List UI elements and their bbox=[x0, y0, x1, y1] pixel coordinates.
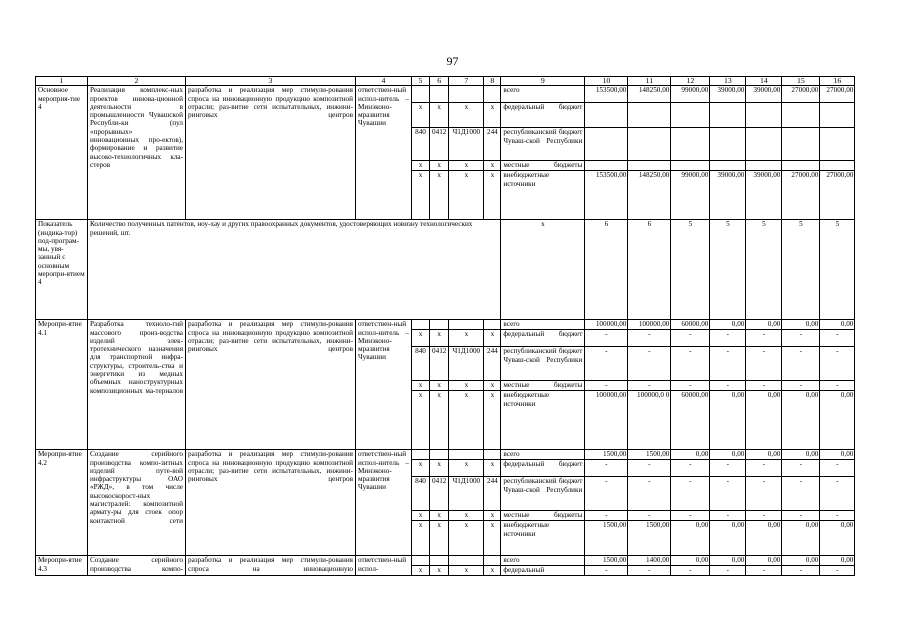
event-tasks: разработка и реализация мер стимули-рования спроса на инновационную продукцию композитной отрасли; раз-витие сети испытательных, инжини-ринговых центров bbox=[186, 86, 356, 220]
funding-value: 1500,00 bbox=[585, 556, 628, 566]
funding-source: республиканский бюджет Чуваш-ской Республики bbox=[501, 477, 585, 511]
funding-value: 0,00 bbox=[671, 556, 710, 566]
funding-value: - bbox=[820, 566, 855, 576]
indicator-value: 5 bbox=[710, 220, 746, 320]
funding-source: внебюджетные источники bbox=[501, 391, 585, 450]
funding-value: 0,00 bbox=[782, 391, 820, 450]
funding-source: федеральный bbox=[501, 566, 585, 576]
funding-value: 27000,00 bbox=[782, 171, 820, 220]
funding-source: всего bbox=[501, 556, 585, 566]
header-row bbox=[36, 77, 855, 86]
funding-value: 0,00 bbox=[710, 391, 746, 450]
funding-value bbox=[628, 103, 671, 128]
funding-value: - bbox=[820, 330, 855, 347]
budget-code: 244 bbox=[484, 347, 501, 381]
budget-code: x bbox=[484, 330, 501, 347]
funding-value bbox=[820, 161, 855, 171]
indicator-row bbox=[36, 220, 855, 320]
budget-table bbox=[35, 76, 855, 576]
budget-code: x bbox=[430, 103, 449, 128]
budget-code: 244 bbox=[484, 128, 501, 161]
funding-value: 99000,00 bbox=[671, 86, 710, 103]
header-cell: 3 bbox=[186, 77, 356, 86]
budget-code: x bbox=[449, 521, 484, 556]
funding-value bbox=[820, 128, 855, 161]
funding-value: 0,00 bbox=[820, 450, 855, 460]
funding-value: 1500,00 bbox=[628, 521, 671, 556]
funding-value: - bbox=[746, 477, 782, 511]
responsible-executor: ответствен-ный испол-нитель – Минэконо-мразвития Чувашии bbox=[356, 450, 412, 556]
funding-value: 100000,00 bbox=[585, 320, 628, 330]
funding-value: - bbox=[710, 460, 746, 477]
funding-value: - bbox=[782, 347, 820, 381]
budget-code: x bbox=[449, 381, 484, 391]
funding-value: 60000,00 bbox=[671, 391, 710, 450]
funding-value: - bbox=[671, 477, 710, 511]
funding-value: 0,00 bbox=[710, 450, 746, 460]
funding-source: местные бюджеты bbox=[501, 511, 585, 521]
event-tasks: разработка и реализация мер стимули-рования спроса на инновационную продукцию композитной отрасли; раз-витие сети испытательных, инжини-ринговых центров bbox=[186, 320, 356, 450]
budget-code: x bbox=[430, 566, 449, 576]
funding-value: - bbox=[782, 477, 820, 511]
event-title: Создание серийного производства компо-зитных изделий путе-вой инфраструктуры ОАО «РЖД», в том числе высокоскорост-ных магистралей: композитной армату-ры для стоек опор контактной сети bbox=[88, 450, 186, 556]
funding-value: 0,00 bbox=[746, 521, 782, 556]
funding-value: - bbox=[746, 566, 782, 576]
funding-value: 1500,00 bbox=[585, 450, 628, 460]
indicator-value: 5 bbox=[820, 220, 855, 320]
funding-value: - bbox=[710, 347, 746, 381]
funding-value: - bbox=[710, 381, 746, 391]
event-code: Основное мероприя-тие 4 bbox=[36, 86, 88, 220]
budget-code: x bbox=[430, 161, 449, 171]
header-cell: 7 bbox=[449, 77, 484, 86]
budget-code: 244 bbox=[484, 477, 501, 511]
funding-value: - bbox=[585, 511, 628, 521]
budget-code: x bbox=[412, 330, 430, 347]
funding-value: 0,00 bbox=[782, 450, 820, 460]
budget-code bbox=[412, 320, 430, 330]
funding-value bbox=[710, 103, 746, 128]
funding-value: - bbox=[671, 381, 710, 391]
funding-value: 60000,00 bbox=[671, 320, 710, 330]
funding-value: 39000,00 bbox=[710, 86, 746, 103]
funding-value: - bbox=[585, 381, 628, 391]
funding-value: 0,00 bbox=[746, 556, 782, 566]
funding-source: внебюджетные источники bbox=[501, 521, 585, 556]
table-row bbox=[36, 320, 855, 330]
header-cell: 6 bbox=[430, 77, 449, 86]
funding-value: 0,00 bbox=[782, 521, 820, 556]
header-cell: 8 bbox=[484, 77, 501, 86]
funding-value: 0,00 bbox=[671, 521, 710, 556]
event-code: Меропри-ятие 4.2 bbox=[36, 450, 88, 556]
funding-value: - bbox=[820, 511, 855, 521]
funding-value: - bbox=[585, 566, 628, 576]
funding-value: - bbox=[782, 511, 820, 521]
funding-source: федеральный бюджет bbox=[501, 460, 585, 477]
funding-value: - bbox=[628, 477, 671, 511]
funding-value: 0,00 bbox=[782, 556, 820, 566]
funding-value: - bbox=[746, 330, 782, 347]
header-cell: 16 bbox=[820, 77, 855, 86]
funding-value: - bbox=[710, 330, 746, 347]
funding-value: - bbox=[782, 460, 820, 477]
funding-value: 100000,00 bbox=[628, 320, 671, 330]
funding-value: - bbox=[671, 566, 710, 576]
funding-source: федеральный бюджет bbox=[501, 103, 585, 128]
funding-value: 0,00 bbox=[820, 556, 855, 566]
funding-value: 100000,0 0 bbox=[628, 391, 671, 450]
budget-code: x bbox=[449, 171, 484, 220]
funding-value bbox=[671, 128, 710, 161]
funding-value: 99000,00 bbox=[671, 171, 710, 220]
funding-value: - bbox=[782, 381, 820, 391]
budget-code: 0412 bbox=[430, 347, 449, 381]
funding-value: 1500,00 bbox=[628, 450, 671, 460]
header-cell: 1 bbox=[36, 77, 88, 86]
funding-value bbox=[710, 128, 746, 161]
funding-value: - bbox=[628, 381, 671, 391]
budget-code: Ч1Д1000 bbox=[449, 128, 484, 161]
budget-code: x bbox=[430, 460, 449, 477]
indicator-value: 5 bbox=[671, 220, 710, 320]
funding-value: 0,00 bbox=[746, 320, 782, 330]
funding-value bbox=[782, 128, 820, 161]
funding-value: 153500,00 bbox=[585, 86, 628, 103]
funding-value: - bbox=[585, 460, 628, 477]
budget-code: x bbox=[484, 511, 501, 521]
funding-value: - bbox=[628, 511, 671, 521]
funding-value: - bbox=[628, 330, 671, 347]
budget-code: x bbox=[412, 460, 430, 477]
budget-code: x bbox=[430, 330, 449, 347]
budget-code bbox=[430, 320, 449, 330]
funding-value: 0,00 bbox=[746, 450, 782, 460]
funding-value: - bbox=[782, 566, 820, 576]
budget-code: 840 bbox=[412, 347, 430, 381]
budget-code: x bbox=[412, 171, 430, 220]
header-cell: 11 bbox=[628, 77, 671, 86]
budget-code: x bbox=[484, 381, 501, 391]
funding-value: 100000,00 bbox=[585, 391, 628, 450]
funding-value: 0,00 bbox=[782, 320, 820, 330]
funding-value bbox=[710, 161, 746, 171]
funding-value: - bbox=[710, 511, 746, 521]
funding-value bbox=[820, 103, 855, 128]
funding-value bbox=[746, 128, 782, 161]
funding-value: 0,00 bbox=[710, 521, 746, 556]
funding-value: 148250,00 bbox=[628, 171, 671, 220]
budget-code bbox=[430, 86, 449, 103]
funding-value: 0,00 bbox=[710, 556, 746, 566]
header-cell: 10 bbox=[585, 77, 628, 86]
budget-code: x bbox=[449, 161, 484, 171]
funding-value bbox=[782, 161, 820, 171]
budget-code bbox=[484, 320, 501, 330]
funding-value: 27000,00 bbox=[820, 86, 855, 103]
budget-code: x bbox=[449, 330, 484, 347]
responsible-executor: ответствен-ный испол-нитель – Минэконо-мразвития Чувашии bbox=[356, 86, 412, 220]
funding-source: местные бюджеты bbox=[501, 381, 585, 391]
funding-value: - bbox=[671, 460, 710, 477]
budget-code bbox=[412, 450, 430, 460]
indicator-value: 5 bbox=[746, 220, 782, 320]
budget-code: 0412 bbox=[430, 128, 449, 161]
funding-source: всего bbox=[501, 86, 585, 103]
indicator-code: x bbox=[501, 220, 585, 320]
event-title: Реализация комплекс-ных проектов иннова-ционной деятельности в промышленности Чувашской Республи-ки (пул «прорывных» инновационных про-ектов), формирование и развитие высоко-технологичных кла-стеров bbox=[88, 86, 186, 220]
header-cell: 2 bbox=[88, 77, 186, 86]
header-cell: 14 bbox=[746, 77, 782, 86]
funding-value: 1500,00 bbox=[585, 521, 628, 556]
header-cell: 9 bbox=[501, 77, 585, 86]
funding-value bbox=[671, 161, 710, 171]
funding-value: - bbox=[782, 330, 820, 347]
funding-value: - bbox=[628, 347, 671, 381]
funding-value: - bbox=[628, 460, 671, 477]
budget-code: x bbox=[449, 103, 484, 128]
indicator-text: Количество полученных патентов, ноу-хау и других правоохранных документов, удостоверяющих новизну технологических решений, шт. bbox=[88, 220, 501, 320]
budget-code bbox=[412, 86, 430, 103]
budget-code: x bbox=[412, 511, 430, 521]
page-number: 97 bbox=[446, 54, 459, 68]
funding-value: - bbox=[820, 477, 855, 511]
event-tasks: разработка и реализация мер стимули-рования спроса на инновационную bbox=[186, 556, 356, 576]
funding-value: 0,00 bbox=[820, 391, 855, 450]
budget-code: x bbox=[484, 460, 501, 477]
budget-code: x bbox=[484, 103, 501, 128]
budget-code: x bbox=[430, 171, 449, 220]
event-code: Меропри-ятие 4.1 bbox=[36, 320, 88, 450]
funding-value: - bbox=[746, 381, 782, 391]
funding-value: 27000,00 bbox=[782, 86, 820, 103]
funding-value: - bbox=[671, 347, 710, 381]
table-row bbox=[36, 86, 855, 103]
funding-value: 39000,00 bbox=[746, 86, 782, 103]
funding-source: республиканский бюджет Чуваш-ской Республики bbox=[501, 128, 585, 161]
funding-value: 0,00 bbox=[820, 320, 855, 330]
budget-code: x bbox=[412, 161, 430, 171]
budget-code: x bbox=[412, 521, 430, 556]
funding-value: - bbox=[585, 330, 628, 347]
budget-code bbox=[449, 86, 484, 103]
funding-value bbox=[585, 128, 628, 161]
budget-code: 840 bbox=[412, 128, 430, 161]
funding-source: всего bbox=[501, 450, 585, 460]
budget-code: x bbox=[484, 161, 501, 171]
funding-value: - bbox=[820, 347, 855, 381]
funding-value: - bbox=[628, 566, 671, 576]
budget-code: x bbox=[430, 391, 449, 450]
funding-value: 0,00 bbox=[671, 450, 710, 460]
budget-code bbox=[412, 556, 430, 566]
responsible-executor: ответствен-ный испол- bbox=[356, 556, 412, 576]
funding-value: - bbox=[746, 511, 782, 521]
funding-value: 0,00 bbox=[820, 521, 855, 556]
table-row bbox=[36, 556, 855, 566]
funding-value: 148250,00 bbox=[628, 86, 671, 103]
event-code: Меропри-ятие 4.3 bbox=[36, 556, 88, 576]
funding-source: федеральный бюджет bbox=[501, 330, 585, 347]
budget-code bbox=[484, 556, 501, 566]
table-row bbox=[36, 450, 855, 460]
event-tasks: разработка и реализация мер стимули-рования спроса на инновационную продукцию композитной отрасли; раз-витие сети испытательных, инжини-ринговых центров bbox=[186, 450, 356, 556]
funding-value bbox=[746, 103, 782, 128]
funding-source: республиканский бюджет Чуваш-ской Республики bbox=[501, 347, 585, 381]
header-cell: 12 bbox=[671, 77, 710, 86]
funding-value: - bbox=[820, 381, 855, 391]
budget-code: x bbox=[430, 511, 449, 521]
header-cell: 4 bbox=[356, 77, 412, 86]
funding-value: 39000,00 bbox=[746, 171, 782, 220]
funding-value bbox=[671, 103, 710, 128]
header-cell: 13 bbox=[710, 77, 746, 86]
budget-code bbox=[449, 556, 484, 566]
budget-code: Ч1Д1000 bbox=[449, 477, 484, 511]
indicator-label: Показатель (индика-тор) под-програм-мы, увя-занный с основным меропри-ятием 4 bbox=[36, 220, 88, 320]
budget-code: x bbox=[484, 171, 501, 220]
budget-code bbox=[484, 450, 501, 460]
funding-value: 153500,00 bbox=[585, 171, 628, 220]
budget-code: x bbox=[412, 566, 430, 576]
budget-code: 840 bbox=[412, 477, 430, 511]
budget-code: x bbox=[484, 521, 501, 556]
budget-code: x bbox=[412, 391, 430, 450]
funding-value: - bbox=[585, 477, 628, 511]
funding-value: 0,00 bbox=[746, 391, 782, 450]
budget-code: x bbox=[484, 566, 501, 576]
budget-code bbox=[449, 450, 484, 460]
funding-value bbox=[585, 161, 628, 171]
budget-code: x bbox=[449, 511, 484, 521]
budget-code: x bbox=[484, 391, 501, 450]
funding-value: - bbox=[746, 460, 782, 477]
funding-value: 0,00 bbox=[710, 320, 746, 330]
budget-code: 0412 bbox=[430, 477, 449, 511]
funding-value: 27000,00 bbox=[820, 171, 855, 220]
funding-source: местные бюджеты bbox=[501, 161, 585, 171]
event-title: Создание серийного производства компо- bbox=[88, 556, 186, 576]
indicator-value: 5 bbox=[782, 220, 820, 320]
funding-value: - bbox=[820, 460, 855, 477]
funding-value: - bbox=[585, 347, 628, 381]
funding-value bbox=[585, 103, 628, 128]
event-title: Разработка техноло-гий массового произ-водства изделий элек-тротехнического назначения для транспортной инфра-структуры, строитель-ства и энергетики из медных объемных наноструктурных композиционных ма-териалов bbox=[88, 320, 186, 450]
header-cell: 15 bbox=[782, 77, 820, 86]
budget-code: x bbox=[430, 521, 449, 556]
budget-code: Ч1Д1000 bbox=[449, 347, 484, 381]
funding-source: внебюджетные источники bbox=[501, 171, 585, 220]
budget-code bbox=[430, 556, 449, 566]
budget-code: x bbox=[412, 103, 430, 128]
budget-code: x bbox=[412, 381, 430, 391]
budget-code: x bbox=[449, 391, 484, 450]
funding-value bbox=[628, 128, 671, 161]
responsible-executor: ответствен-ный испол-нитель – Минэконо-мразвития Чувашии bbox=[356, 320, 412, 450]
funding-value: - bbox=[710, 477, 746, 511]
funding-value bbox=[628, 161, 671, 171]
funding-value: - bbox=[671, 330, 710, 347]
header-cell: 5 bbox=[412, 77, 430, 86]
indicator-value: 6 bbox=[585, 220, 628, 320]
funding-value: - bbox=[671, 511, 710, 521]
funding-value: 39000,00 bbox=[710, 171, 746, 220]
budget-code bbox=[449, 320, 484, 330]
budget-code: x bbox=[449, 566, 484, 576]
indicator-value: 6 bbox=[628, 220, 671, 320]
funding-value: - bbox=[746, 347, 782, 381]
funding-value: - bbox=[710, 566, 746, 576]
funding-value: 1400,00 bbox=[628, 556, 671, 566]
budget-code bbox=[484, 86, 501, 103]
funding-value bbox=[782, 103, 820, 128]
funding-source: всего bbox=[501, 320, 585, 330]
budget-code: x bbox=[449, 460, 484, 477]
funding-value bbox=[746, 161, 782, 171]
budget-code: x bbox=[430, 381, 449, 391]
budget-code bbox=[430, 450, 449, 460]
